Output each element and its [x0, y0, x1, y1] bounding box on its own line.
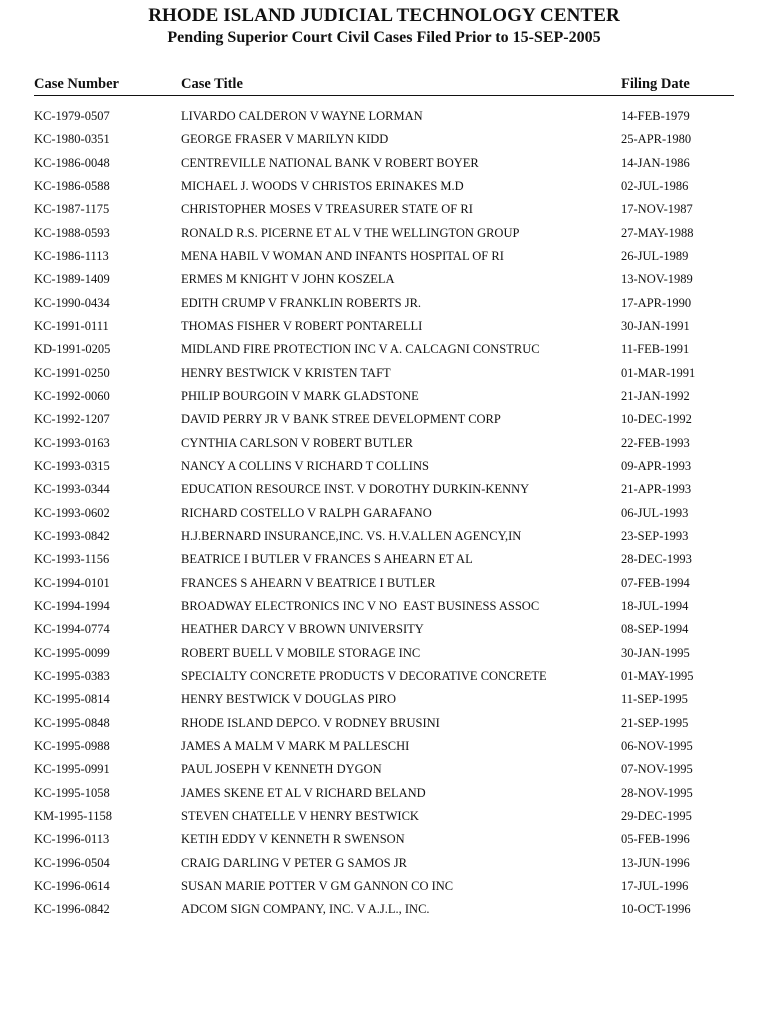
case-number-cell: KC-1986-0588: [34, 178, 110, 193]
column-header-case-title: Case Title: [181, 76, 243, 92]
case-number-cell: KC-1980-0351: [34, 132, 110, 147]
case-title-cell: CHRISTOPHER MOSES V TREASURER STATE OF RI: [181, 202, 473, 217]
case-number-cell: KC-1990-0434: [34, 295, 110, 310]
table-row: [34, 503, 734, 526]
filing-date-cell: 23-SEP-1993: [621, 528, 689, 543]
case-number-cell: KC-1993-0315: [34, 458, 110, 473]
case-number-cell: KC-1986-0048: [34, 155, 110, 170]
table-row: [34, 129, 734, 152]
case-number-cell: KC-1993-0602: [34, 505, 110, 520]
case-number-cell: KC-1994-0774: [34, 622, 110, 637]
table-row: [34, 223, 734, 246]
case-title-cell: SUSAN MARIE POTTER V GM GANNON CO INC: [181, 878, 454, 893]
case-number-cell: KC-1993-1156: [34, 552, 110, 567]
table-row: [34, 479, 734, 502]
case-number-cell: KC-1991-0250: [34, 365, 110, 380]
case-title-cell: BROADWAY ELECTRONICS INC V NO EAST BUSINESS ASSOC: [181, 598, 540, 613]
case-title-cell: RICHARD COSTELLO V RALPH GARAFANO: [181, 505, 432, 520]
filing-date-cell: 17-JUL-1996: [621, 878, 689, 893]
case-number-cell: KC-1996-0504: [34, 855, 110, 870]
case-title-cell: SPECIALTY CONCRETE PRODUCTS V DECORATIVE CONCRETE: [181, 668, 547, 683]
case-number-cell: KC-1995-0988: [34, 738, 110, 753]
filing-date-cell: 18-JUL-1994: [621, 598, 689, 613]
case-number-cell: KC-1991-0111: [34, 318, 109, 333]
table-header: [34, 75, 734, 96]
filing-date-cell: 14-FEB-1979: [621, 109, 690, 123]
case-number-cell: KC-1986-1113: [34, 248, 109, 263]
document-title: RHODE ISLAND JUDICIAL TECHNOLOGY CENTER: [148, 5, 620, 26]
case-title-cell: MICHAEL J. WOODS V CHRISTOS ERINAKES M.D: [181, 178, 464, 193]
case-title-cell: MIDLAND FIRE PROTECTION INC V A. CALCAGNI CONSTRUC: [181, 342, 540, 357]
table-row: [34, 549, 734, 572]
filing-date-cell: 11-SEP-1995: [621, 692, 688, 707]
filing-date-cell: 09-APR-1993: [621, 458, 692, 473]
table-row: [34, 829, 734, 852]
case-title-cell: JAMES SKENE ET AL V RICHARD BELAND: [181, 785, 426, 800]
filing-date-cell: 26-JUL-1989: [621, 248, 689, 263]
document-subtitle: Pending Superior Court Civil Cases Filed Prior to 15-SEP-2005: [167, 29, 601, 46]
case-title-cell: HENRY BESTWICK V KRISTEN TAFT: [181, 365, 391, 380]
table-row: [34, 199, 734, 222]
case-number-cell: KC-1996-0113: [34, 832, 110, 847]
table-row: [34, 876, 734, 899]
table-row: [34, 596, 734, 619]
case-title-cell: JAMES A MALM V MARK M PALLESCHI: [181, 738, 410, 753]
case-number-cell: KC-1979-0507: [34, 109, 110, 123]
filing-date-cell: 21-SEP-1995: [621, 715, 689, 730]
case-title-cell: EDUCATION RESOURCE INST. V DOROTHY DURKIN-KENNY: [181, 482, 530, 497]
case-title-cell: ADCOM SIGN COMPANY, INC. V A.J.L., INC.: [181, 902, 430, 917]
case-title-cell: H.J.BERNARD INSURANCE,INC. VS. H.V.ALLEN AGENCY,IN: [181, 528, 522, 543]
table-row: [34, 269, 734, 292]
filing-date-cell: 30-JAN-1991: [621, 318, 690, 333]
filing-date-cell: 27-MAY-1988: [621, 225, 694, 240]
table-row: [34, 526, 734, 549]
case-number-cell: KC-1995-0383: [34, 668, 110, 683]
table-row: [34, 106, 734, 129]
case-title-cell: KETIH EDDY V KENNETH R SWENSON: [181, 832, 405, 847]
case-number-cell: KC-1992-1207: [34, 412, 110, 427]
case-title-cell: EDITH CRUMP V FRANKLIN ROBERTS JR.: [181, 295, 422, 310]
filing-date-cell: 14-JAN-1986: [621, 155, 690, 170]
case-title-cell: HEATHER DARCY V BROWN UNIVERSITY: [181, 622, 424, 637]
table-row: [34, 293, 734, 316]
column-header-filing-date: Filing Date: [621, 76, 690, 92]
case-number-cell: KC-1989-1409: [34, 272, 110, 287]
table-row: [34, 736, 734, 759]
case-title-cell: PAUL JOSEPH V KENNETH DYGON: [181, 762, 382, 777]
case-title-cell: CYNTHIA CARLSON V ROBERT BUTLER: [181, 435, 413, 450]
case-title-cell: PHILIP BOURGOIN V MARK GLADSTONE: [181, 388, 419, 403]
case-number-cell: KC-1992-0060: [34, 388, 110, 403]
filing-date-cell: 10-OCT-1996: [621, 902, 691, 917]
filing-date-cell: 02-JUL-1986: [621, 178, 689, 193]
filing-date-cell: 29-DEC-1995: [621, 808, 692, 823]
filing-date-cell: 07-FEB-1994: [621, 575, 690, 590]
table-row: [34, 643, 734, 666]
case-title-cell: THOMAS FISHER V ROBERT PONTARELLI: [181, 318, 423, 333]
case-number-cell: KM-1995-1158: [34, 808, 113, 823]
case-number-cell: KC-1994-0101: [34, 575, 110, 590]
table-row: [34, 689, 734, 712]
table-row: [34, 363, 734, 386]
table-row: [34, 409, 734, 432]
table-row: [34, 386, 734, 409]
case-title-cell: RONALD R.S. PICERNE ET AL V THE WELLINGTON GROUP: [181, 225, 520, 240]
case-title-cell: CENTREVILLE NATIONAL BANK V ROBERT BOYER: [181, 155, 479, 170]
filing-date-cell: 08-SEP-1994: [621, 622, 689, 637]
case-title-cell: ROBERT BUELL V MOBILE STORAGE INC: [181, 645, 421, 660]
table-row: [34, 176, 734, 199]
table-row: [34, 759, 734, 782]
case-number-cell: KC-1988-0593: [34, 225, 110, 240]
table-row: [34, 783, 734, 806]
case-title-cell: LIVARDO CALDERON V WAYNE LORMAN: [181, 109, 423, 123]
case-number-cell: KC-1994-1994: [34, 598, 110, 613]
case-title-cell: STEVEN CHATELLE V HENRY BESTWICK: [181, 808, 419, 823]
case-number-cell: KC-1995-0991: [34, 762, 110, 777]
filing-date-cell: 17-APR-1990: [621, 295, 692, 310]
filing-date-cell: 13-NOV-1989: [621, 272, 693, 287]
case-number-cell: KC-1987-1175: [34, 202, 110, 217]
table-row: [34, 316, 734, 339]
table-row: [34, 713, 734, 736]
case-number-cell: KC-1993-0344: [34, 482, 110, 497]
case-number-cell: KD-1991-0205: [34, 342, 111, 357]
table-row: [34, 433, 734, 456]
table-row: [34, 339, 734, 362]
table-row: [34, 456, 734, 479]
filing-date-cell: 28-NOV-1995: [621, 785, 693, 800]
column-header-case-number: Case Number: [34, 76, 119, 92]
filing-date-cell: 13-JUN-1996: [621, 855, 690, 870]
table-row: [34, 806, 734, 829]
filing-date-cell: 21-APR-1993: [621, 482, 692, 497]
case-number-cell: KC-1995-0848: [34, 715, 110, 730]
case-title-cell: HENRY BESTWICK V DOUGLAS PIRO: [181, 692, 397, 707]
case-title-cell: GEORGE FRASER V MARILYN KIDD: [181, 132, 389, 147]
filing-date-cell: 07-NOV-1995: [621, 762, 693, 777]
filing-date-cell: 17-NOV-1987: [621, 202, 693, 217]
table-row: [34, 573, 734, 596]
filing-date-cell: 10-DEC-1992: [621, 412, 692, 427]
filing-date-cell: 11-FEB-1991: [621, 342, 690, 357]
filing-date-cell: 25-APR-1980: [621, 132, 692, 147]
filing-date-cell: 01-MAY-1995: [621, 668, 694, 683]
table-row: [34, 619, 734, 642]
filing-date-cell: 28-DEC-1993: [621, 552, 692, 567]
case-title-cell: DAVID PERRY JR V BANK STREE DEVELOPMENT CORP: [181, 412, 501, 427]
filing-date-cell: 06-NOV-1995: [621, 738, 693, 753]
case-number-cell: KC-1995-0814: [34, 692, 110, 707]
case-title-cell: FRANCES S AHEARN V BEATRICE I BUTLER: [181, 575, 436, 590]
filing-date-cell: 21-JAN-1992: [621, 388, 690, 403]
filing-date-cell: 01-MAR-1991: [621, 365, 696, 380]
case-number-cell: KC-1993-0842: [34, 528, 110, 543]
filing-date-cell: 30-JAN-1995: [621, 645, 690, 660]
case-title-cell: NANCY A COLLINS V RICHARD T COLLINS: [181, 458, 429, 473]
table-row: [34, 153, 734, 176]
case-title-cell: RHODE ISLAND DEPCO. V RODNEY BRUSINI: [181, 715, 440, 730]
filing-date-cell: 22-FEB-1993: [621, 435, 690, 450]
case-number-cell: KC-1995-0099: [34, 645, 110, 660]
filing-date-cell: 06-JUL-1993: [621, 505, 689, 520]
case-title-cell: ERMES M KNIGHT V JOHN KOSZELA: [181, 272, 395, 287]
table-row: [34, 246, 734, 269]
table-row: [34, 899, 734, 922]
case-number-cell: KC-1996-0614: [34, 878, 110, 893]
case-number-cell: KC-1996-0842: [34, 902, 110, 917]
table-row: [34, 853, 734, 876]
case-number-cell: KC-1995-1058: [34, 785, 110, 800]
filing-date-cell: 05-FEB-1996: [621, 832, 690, 847]
case-number-cell: KC-1993-0163: [34, 435, 110, 450]
case-title-cell: CRAIG DARLING V PETER G SAMOS JR: [181, 855, 407, 870]
case-title-cell: BEATRICE I BUTLER V FRANCES S AHEARN ET AL: [181, 552, 473, 567]
table-row: [34, 666, 734, 689]
case-table-body: [34, 106, 734, 922]
case-title-cell: MENA HABIL V WOMAN AND INFANTS HOSPITAL OF RI: [181, 248, 504, 263]
